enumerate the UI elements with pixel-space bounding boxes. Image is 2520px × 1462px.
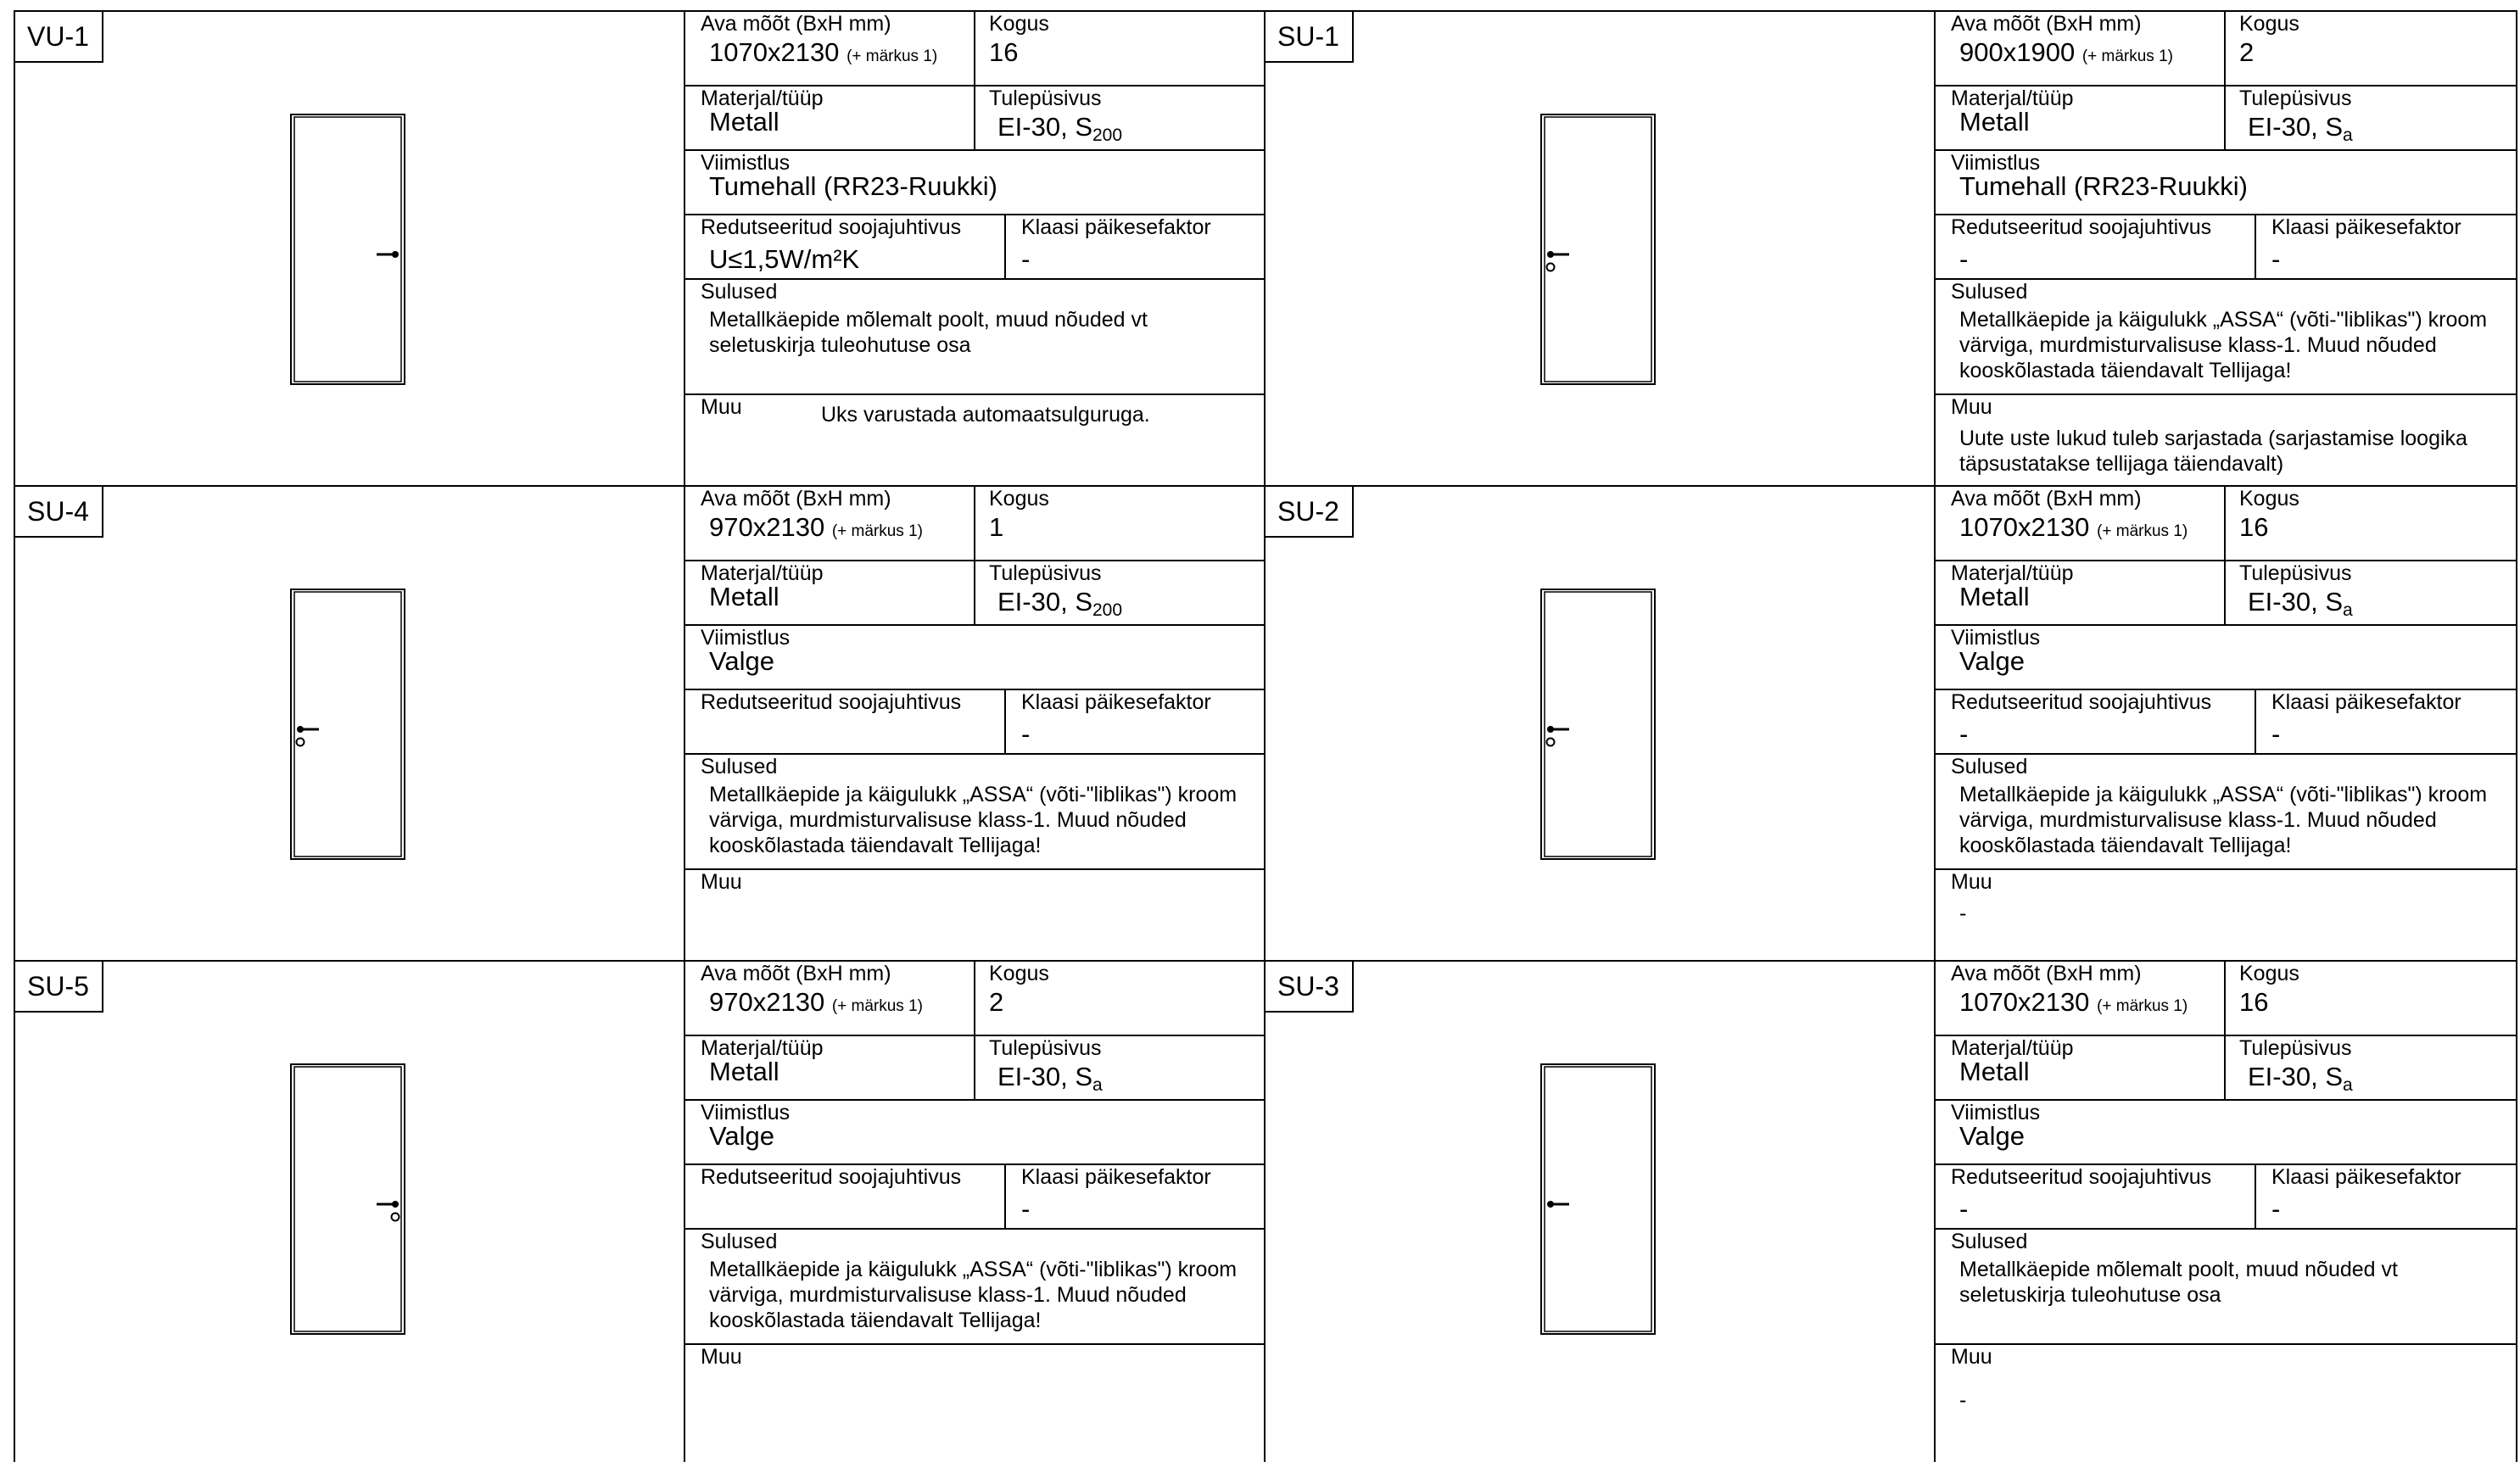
thermal-cell (685, 690, 1004, 755)
quantity-cell (974, 962, 1267, 1036)
other-label: Muu (701, 395, 742, 419)
thermal-cell (1936, 215, 2255, 280)
note-reference: (+ märkus 1) (831, 997, 923, 1015)
door-handle-icon (1547, 251, 1570, 271)
fire-resistance-value: EI-30, $S_{200}$ (997, 587, 1123, 620)
finish-value: Tumehall (RR23-Ruukki) (709, 171, 997, 201)
door-leaf (1545, 1067, 1651, 1331)
thermal-cell (685, 1165, 1004, 1230)
quantity-label: Kogus (989, 962, 1049, 985)
fire-resistance-cell (974, 86, 1267, 151)
hardware-label: Sulused (701, 1230, 778, 1253)
door-spec-table (1934, 960, 2516, 1462)
door-panel (14, 485, 1266, 960)
thermal-label: Redutseeritud soojajuhtivus (701, 690, 962, 714)
other-value: Uute uste lukud tuleb sarjastada (sarjastamise loogika täpsustatakse tellijaga täiendavalt) (1959, 427, 2467, 476)
hardware-label: Sulused (701, 280, 778, 304)
door-panel (14, 960, 1266, 1462)
material-label: Materjal/tüüp (1951, 561, 2074, 585)
door-spec-table (1934, 485, 2516, 960)
opening-size-cell (685, 12, 974, 86)
door-spec-table (684, 10, 1266, 485)
door-handle-icon (1547, 726, 1570, 746)
opening-size-value: 1070x2130 (+ märkus 1) (709, 37, 938, 67)
fire-resistance-subscript: 200 (1092, 600, 1123, 620)
material-label: Materjal/tüüp (701, 561, 824, 585)
door-elevation (290, 589, 405, 860)
thermal-label: Redutseeritud soojajuhtivus (701, 215, 962, 239)
door-frame-outer (291, 589, 405, 859)
opening-size-cell (685, 487, 974, 561)
material-value: Metall (709, 582, 779, 611)
thermal-cell (1936, 1165, 2255, 1230)
thermal-value: - (1959, 244, 1969, 274)
other-label: Muu (1951, 1345, 1992, 1369)
opening-size-value: 970x2130 (+ märkus 1) (709, 987, 923, 1017)
finish-cell (1936, 626, 2517, 690)
solar-factor-cell (1006, 1165, 1267, 1230)
quantity-value: 16 (2239, 987, 2269, 1017)
door-handle-icon (297, 726, 320, 746)
hardware-label: Sulused (1951, 1230, 2028, 1253)
solar-factor-value: - (1021, 244, 1031, 274)
handle-rose (1547, 1201, 1554, 1208)
other-label: Muu (1951, 395, 1992, 419)
door-frame-outer (1541, 589, 1655, 859)
hardware-cell (1936, 280, 2517, 395)
other-value: - (1959, 901, 1967, 925)
fire-resistance-cell (2224, 561, 2517, 626)
finish-value: Valge (709, 1121, 774, 1151)
fire-resistance-value: EI-30, $S_a$ (2248, 112, 2353, 145)
quantity-label: Kogus (989, 487, 1049, 511)
door-handle-icon (1547, 1201, 1569, 1208)
door-elevation (290, 114, 405, 385)
note-reference: (+ märkus 1) (831, 522, 923, 540)
door-leaf (1545, 592, 1651, 857)
fire-resistance-label: Tulepüsivus (989, 561, 1102, 585)
thermal-label: Redutseeritud soojajuhtivus (1951, 215, 2212, 239)
fire-resistance-value: EI-30, $S_a$ (2248, 587, 2353, 620)
fire-resistance-label: Tulepüsivus (989, 1036, 1102, 1060)
door-code: SU-3 (1266, 962, 1354, 1013)
solar-factor-value: - (1021, 1194, 1031, 1224)
thermal-label: Redutseeritud soojajuhtivus (1951, 1165, 2212, 1189)
finish-label: Viimistlus (1951, 151, 2041, 175)
finish-value: Tumehall (RR23-Ruukki) (1959, 171, 2248, 201)
fire-resistance-cell (974, 561, 1267, 626)
door-code: SU-1 (1266, 12, 1354, 63)
door-elevation (290, 1063, 405, 1335)
material-cell (1936, 1036, 2224, 1101)
material-label: Materjal/tüüp (1951, 86, 2074, 110)
hardware-cell (1936, 1230, 2517, 1345)
handle-rose (297, 726, 304, 733)
quantity-label: Kogus (2239, 487, 2299, 511)
material-cell (685, 86, 974, 151)
hardware-value: Metallkäepide ja käigulukk „ASSA“ (võti-"liblikas") kroom värviga, murdmisturvalisuse klass-1. Muud nõuded kooskõlastada täiendavalt Tellijaga! (1959, 783, 2488, 857)
keyhole-icon (1547, 264, 1555, 271)
door-frame-outer (1541, 114, 1655, 384)
material-value: Metall (1959, 582, 2030, 611)
fire-resistance-value: EI-30, $S_a$ (2248, 1062, 2353, 1095)
handle-rose (1547, 726, 1554, 733)
door-panel (1264, 960, 2516, 1462)
door-drawing-area (1264, 485, 1934, 960)
fire-resistance-subscript: a (2343, 126, 2353, 145)
other-cell (685, 395, 1267, 487)
opening-size-label: Ava mõõt (BxH mm) (701, 962, 891, 985)
quantity-cell (974, 12, 1267, 86)
quantity-label: Kogus (2239, 962, 2299, 985)
quantity-value: 1 (989, 512, 1004, 542)
door-code: SU-4 (15, 487, 103, 538)
fire-resistance-label: Tulepüsivus (989, 86, 1102, 110)
solar-factor-value: - (1021, 719, 1031, 749)
note-reference: (+ märkus 1) (2097, 997, 2188, 1015)
door-handle-icon (377, 251, 399, 258)
thermal-value: - (1959, 719, 1969, 749)
finish-cell (1936, 1101, 2517, 1165)
solar-factor-cell (2256, 1165, 2517, 1230)
door-elevation (1540, 114, 1656, 385)
door-code: SU-5 (15, 962, 103, 1013)
door-panel (1264, 485, 2516, 960)
solar-factor-cell (2256, 690, 2517, 755)
other-cell (685, 870, 1267, 962)
material-value: Metall (709, 107, 779, 137)
finish-value: Valge (709, 646, 774, 676)
quantity-value: 16 (989, 37, 1019, 67)
hardware-cell (685, 1230, 1267, 1345)
door-leaf (1545, 117, 1651, 382)
opening-size-label: Ava mõõt (BxH mm) (1951, 12, 2142, 36)
fire-resistance-label: Tulepüsivus (2239, 1036, 2352, 1060)
other-value: - (1959, 1388, 1967, 1412)
other-cell (1936, 1345, 2517, 1437)
hardware-label: Sulused (701, 755, 778, 778)
door-code: SU-2 (1266, 487, 1354, 538)
door-drawing-area (14, 960, 684, 1462)
door-leaf (294, 1067, 401, 1331)
finish-value: Valge (1959, 1121, 2025, 1151)
hardware-value: Metallkäepide ja käigulukk „ASSA“ (võti-"liblikas") kroom värviga, murdmisturvalisuse klass-1. Muud nõuded kooskõlastada täiendavalt Tellijaga! (1959, 308, 2488, 382)
other-label: Muu (701, 1345, 742, 1369)
material-cell (685, 561, 974, 626)
finish-cell (685, 151, 1267, 215)
solar-factor-label: Klaasi päikesefaktor (2271, 690, 2461, 714)
keyhole-icon (297, 739, 305, 746)
solar-factor-cell (1006, 215, 1267, 280)
note-reference: (+ märkus 1) (2097, 522, 2188, 540)
thermal-label: Redutseeritud soojajuhtivus (1951, 690, 2212, 714)
quantity-cell (2224, 962, 2517, 1036)
other-cell (685, 1345, 1267, 1437)
opening-size-cell (685, 962, 974, 1036)
hardware-value: Metallkäepide ja käigulukk „ASSA“ (võti-"liblikas") kroom värviga, murdmisturvalisuse klass-1. Muud nõuded kooskõlastada täiendavalt Tellijaga! (709, 1258, 1238, 1332)
door-leaf (294, 592, 401, 857)
fire-resistance-subscript: 200 (1092, 126, 1123, 145)
door-frame-outer (291, 1064, 405, 1334)
finish-label: Viimistlus (1951, 626, 2041, 650)
opening-size-value: 900x1900 (+ märkus 1) (1959, 37, 2173, 67)
hardware-cell (1936, 755, 2517, 870)
door-drawing-area (1264, 10, 1934, 485)
quantity-label: Kogus (989, 12, 1049, 36)
finish-cell (685, 626, 1267, 690)
thermal-cell (1936, 690, 2255, 755)
solar-factor-value: - (2271, 244, 2281, 274)
handle-rose (392, 1201, 399, 1208)
fire-resistance-label: Tulepüsivus (2239, 86, 2352, 110)
door-panel (1264, 10, 2516, 485)
handle-rose (1547, 251, 1554, 258)
opening-size-label: Ava mõõt (BxH mm) (701, 487, 891, 511)
hardware-value: Metallkäepide mõlemalt poolt, muud nõuded vt seletuskirja tuleohutuse osa (1959, 1258, 2398, 1307)
door-spec-table (684, 485, 1266, 960)
opening-size-value: 1070x2130 (+ märkus 1) (1959, 987, 2188, 1017)
hardware-value: Metallkäepide mõlemalt poolt, muud nõuded vt seletuskirja tuleohutuse osa (709, 308, 1148, 357)
frame-right-line (2516, 10, 2517, 1462)
other-cell (1936, 870, 2517, 962)
opening-size-label: Ava mõõt (BxH mm) (1951, 487, 2142, 511)
door-frame-outer (291, 114, 405, 384)
material-value: Metall (709, 1057, 779, 1086)
finish-cell (685, 1101, 1267, 1165)
material-label: Materjal/tüüp (701, 86, 824, 110)
fire-resistance-value: EI-30, $S_{200}$ (997, 112, 1123, 145)
solar-factor-value: - (2271, 1194, 2281, 1224)
material-label: Materjal/tüüp (701, 1036, 824, 1060)
opening-size-value: 970x2130 (+ märkus 1) (709, 512, 923, 542)
quantity-label: Kogus (2239, 12, 2299, 36)
quantity-value: 2 (989, 987, 1004, 1017)
hardware-cell (685, 280, 1267, 395)
door-frame-outer (1541, 1064, 1655, 1334)
fire-resistance-cell (2224, 1036, 2517, 1101)
fire-resistance-subscript: a (2343, 1075, 2353, 1095)
fire-resistance-cell (2224, 86, 2517, 151)
solar-factor-label: Klaasi päikesefaktor (2271, 215, 2461, 239)
quantity-value: 2 (2239, 37, 2255, 67)
quantity-cell (2224, 12, 2517, 86)
keyhole-icon (1547, 739, 1555, 746)
opening-size-label: Ava mõõt (BxH mm) (1951, 962, 2142, 985)
quantity-value: 16 (2239, 512, 2269, 542)
hardware-label: Sulused (1951, 755, 2028, 778)
finish-label: Viimistlus (1951, 1101, 2041, 1124)
other-label: Muu (1951, 870, 1992, 894)
opening-size-cell (1936, 12, 2224, 86)
door-panel (14, 10, 1266, 485)
finish-label: Viimistlus (701, 151, 791, 175)
solar-factor-label: Klaasi päikesefaktor (1021, 1165, 1211, 1189)
hardware-label: Sulused (1951, 280, 2028, 304)
quantity-cell (2224, 487, 2517, 561)
thermal-value: - (1959, 1194, 1969, 1224)
finish-cell (1936, 151, 2517, 215)
fire-resistance-value: EI-30, $S_a$ (997, 1062, 1103, 1095)
hardware-value: Metallkäepide ja käigulukk „ASSA“ (võti-"liblikas") kroom värviga, murdmisturvalisuse klass-1. Muud nõuded kooskõlastada täiendavalt Tellijaga! (709, 783, 1238, 857)
door-drawing-area (14, 10, 684, 485)
finish-value: Valge (1959, 646, 2025, 676)
material-value: Metall (1959, 1057, 2030, 1086)
material-value: Metall (1959, 107, 2030, 137)
door-spec-table (1934, 10, 2516, 485)
solar-factor-label: Klaasi päikesefaktor (1021, 690, 1211, 714)
other-label: Muu (701, 870, 742, 894)
material-label: Materjal/tüüp (1951, 1036, 2074, 1060)
other-value: Uks varustada automaatsulguruga. (821, 403, 1150, 427)
thermal-cell (685, 215, 1004, 280)
note-reference: (+ märkus 1) (847, 47, 938, 65)
door-drawing-area (14, 485, 684, 960)
solar-factor-cell (1006, 690, 1267, 755)
fire-resistance-label: Tulepüsivus (2239, 561, 2352, 585)
door-elevation (1540, 589, 1656, 860)
opening-size-cell (1936, 487, 2224, 561)
door-spec-table (684, 960, 1266, 1462)
thermal-label: Redutseeritud soojajuhtivus (701, 1165, 962, 1189)
solar-factor-label: Klaasi päikesefaktor (2271, 1165, 2461, 1189)
solar-factor-label: Klaasi päikesefaktor (1021, 215, 1211, 239)
fire-resistance-subscript: a (2343, 600, 2353, 620)
material-cell (1936, 86, 2224, 151)
door-drawing-area (1264, 960, 1934, 1462)
note-reference: (+ märkus 1) (2081, 47, 2173, 65)
opening-size-value: 1070x2130 (+ märkus 1) (1959, 512, 2188, 542)
material-cell (685, 1036, 974, 1101)
finish-label: Viimistlus (701, 1101, 791, 1124)
material-cell (1936, 561, 2224, 626)
opening-size-label: Ava mõõt (BxH mm) (701, 12, 891, 36)
solar-factor-value: - (2271, 719, 2281, 749)
opening-size-cell (1936, 962, 2224, 1036)
door-handle-icon (377, 1201, 400, 1221)
door-leaf (294, 117, 401, 382)
handle-rose (392, 251, 399, 258)
keyhole-icon (392, 1214, 400, 1221)
door-elevation (1540, 1063, 1656, 1335)
solar-factor-cell (2256, 215, 2517, 280)
fire-resistance-subscript: a (1092, 1075, 1103, 1095)
door-code: VU-1 (15, 12, 103, 63)
finish-label: Viimistlus (701, 626, 791, 650)
hardware-cell (685, 755, 1267, 870)
quantity-cell (974, 487, 1267, 561)
thermal-value: U≤1,5W/m²K (709, 244, 860, 274)
fire-resistance-cell (974, 1036, 1267, 1101)
other-cell (1936, 395, 2517, 487)
